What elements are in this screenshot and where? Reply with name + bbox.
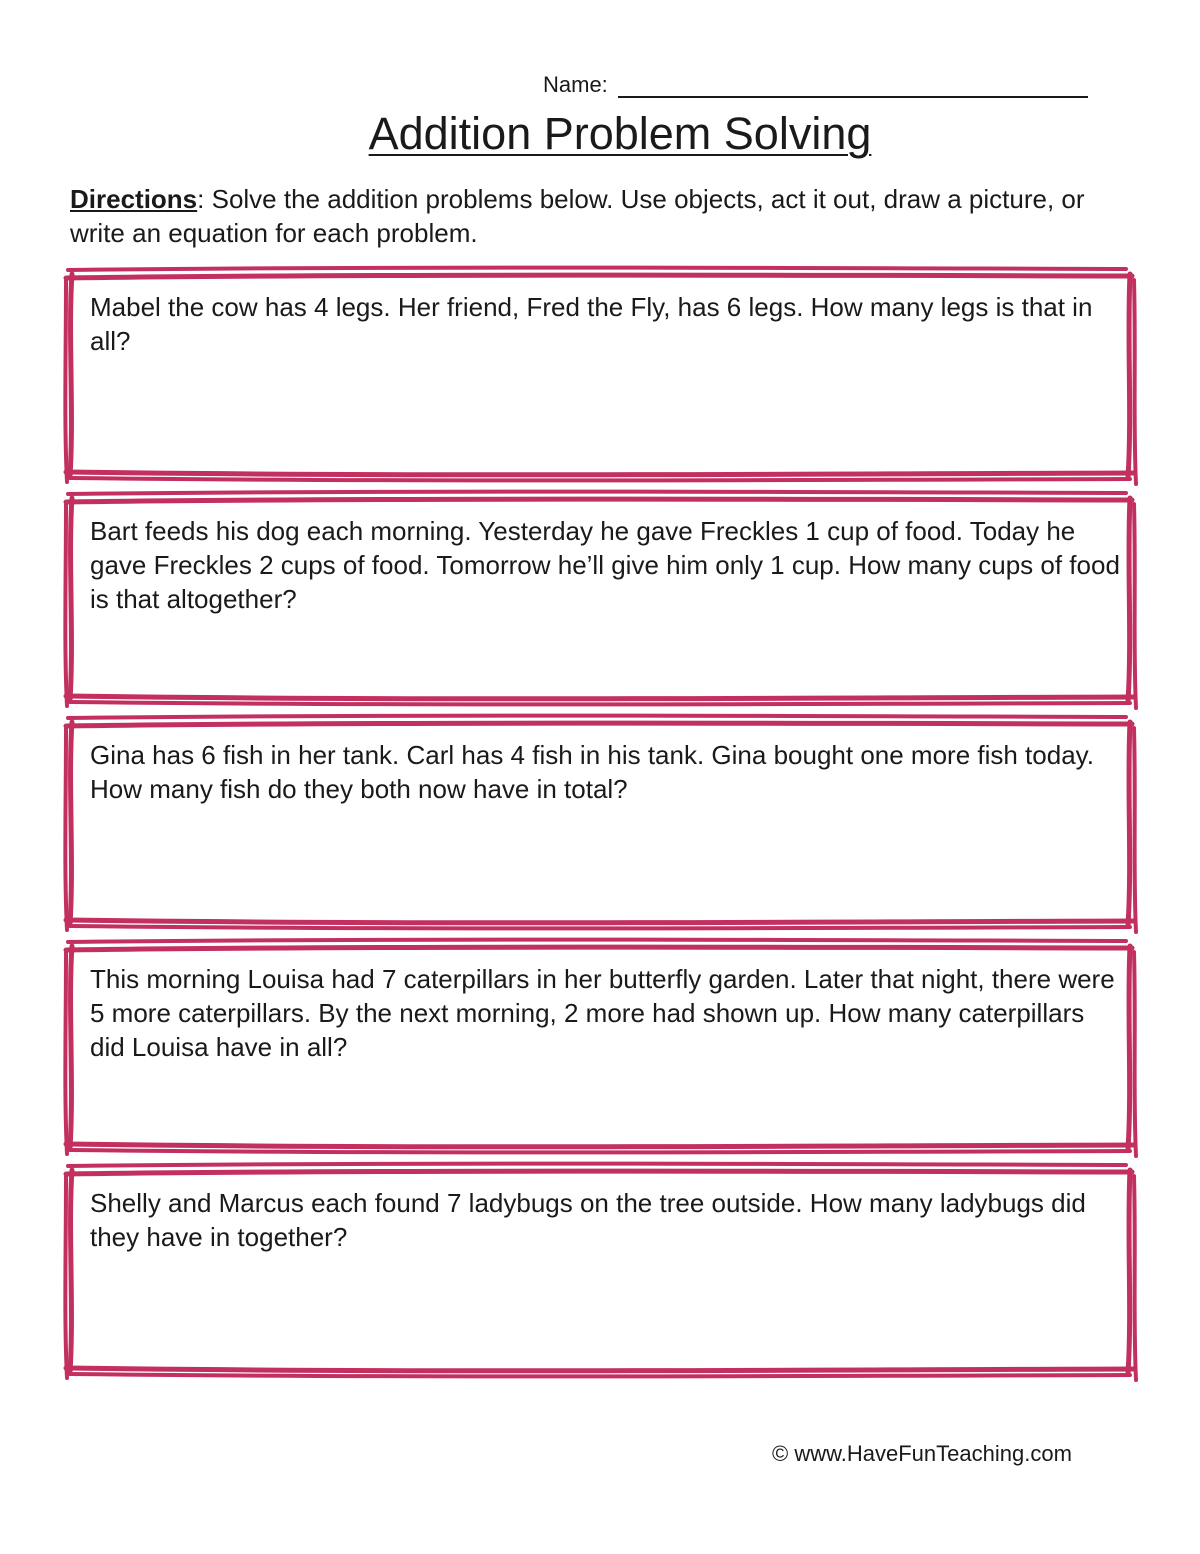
problem-box-5[interactable] (70, 1176, 1132, 1376)
worksheet-title: Addition Problem Solving (368, 108, 872, 159)
problem-box-3[interactable] (70, 728, 1132, 928)
directions-text: : Solve the addition problems below. Use objects, act it out, draw a picture, or write an equation for each problem. (70, 184, 1085, 248)
problem-text: Gina has 6 fish in her tank. Carl has 4 fish in his tank. Gina bought one more fish today. How many fish do they both now have in total? (90, 740, 1094, 804)
problem-text: Mabel the cow has 4 legs. Her friend, Fred the Fly, has 6 legs. How many legs is that in all? (90, 292, 1093, 356)
problem-text: Bart feeds his dog each morning. Yesterday he gave Freckles 1 cup of food. Today he gave Freckles 2 cups of food. Tomorrow he’ll give him only 1 cup. How many cups of food is that altogether? (90, 516, 1120, 614)
problem-box-4[interactable] (70, 952, 1132, 1152)
directions-label: Directions (70, 184, 198, 214)
directions (70, 182, 1140, 250)
problem-box-2[interactable] (70, 504, 1132, 704)
copyright-footer: © www.HaveFunTeaching.com (772, 1441, 1072, 1466)
problem-box-1[interactable] (70, 280, 1132, 480)
problem-text: This morning Louisa had 7 caterpillars in her butterfly garden. Later that night, there were 5 more caterpillars. By the next morning, 2 more had shown up. How many caterpillars did Louisa have in all? (90, 964, 1115, 1062)
name-blank-line[interactable] (618, 72, 1088, 98)
name-field (543, 72, 1088, 98)
problem-text: Shelly and Marcus each found 7 ladybugs on the tree outside. How many ladybugs did they have in together? (90, 1188, 1086, 1252)
name-label: Name: (543, 72, 608, 97)
